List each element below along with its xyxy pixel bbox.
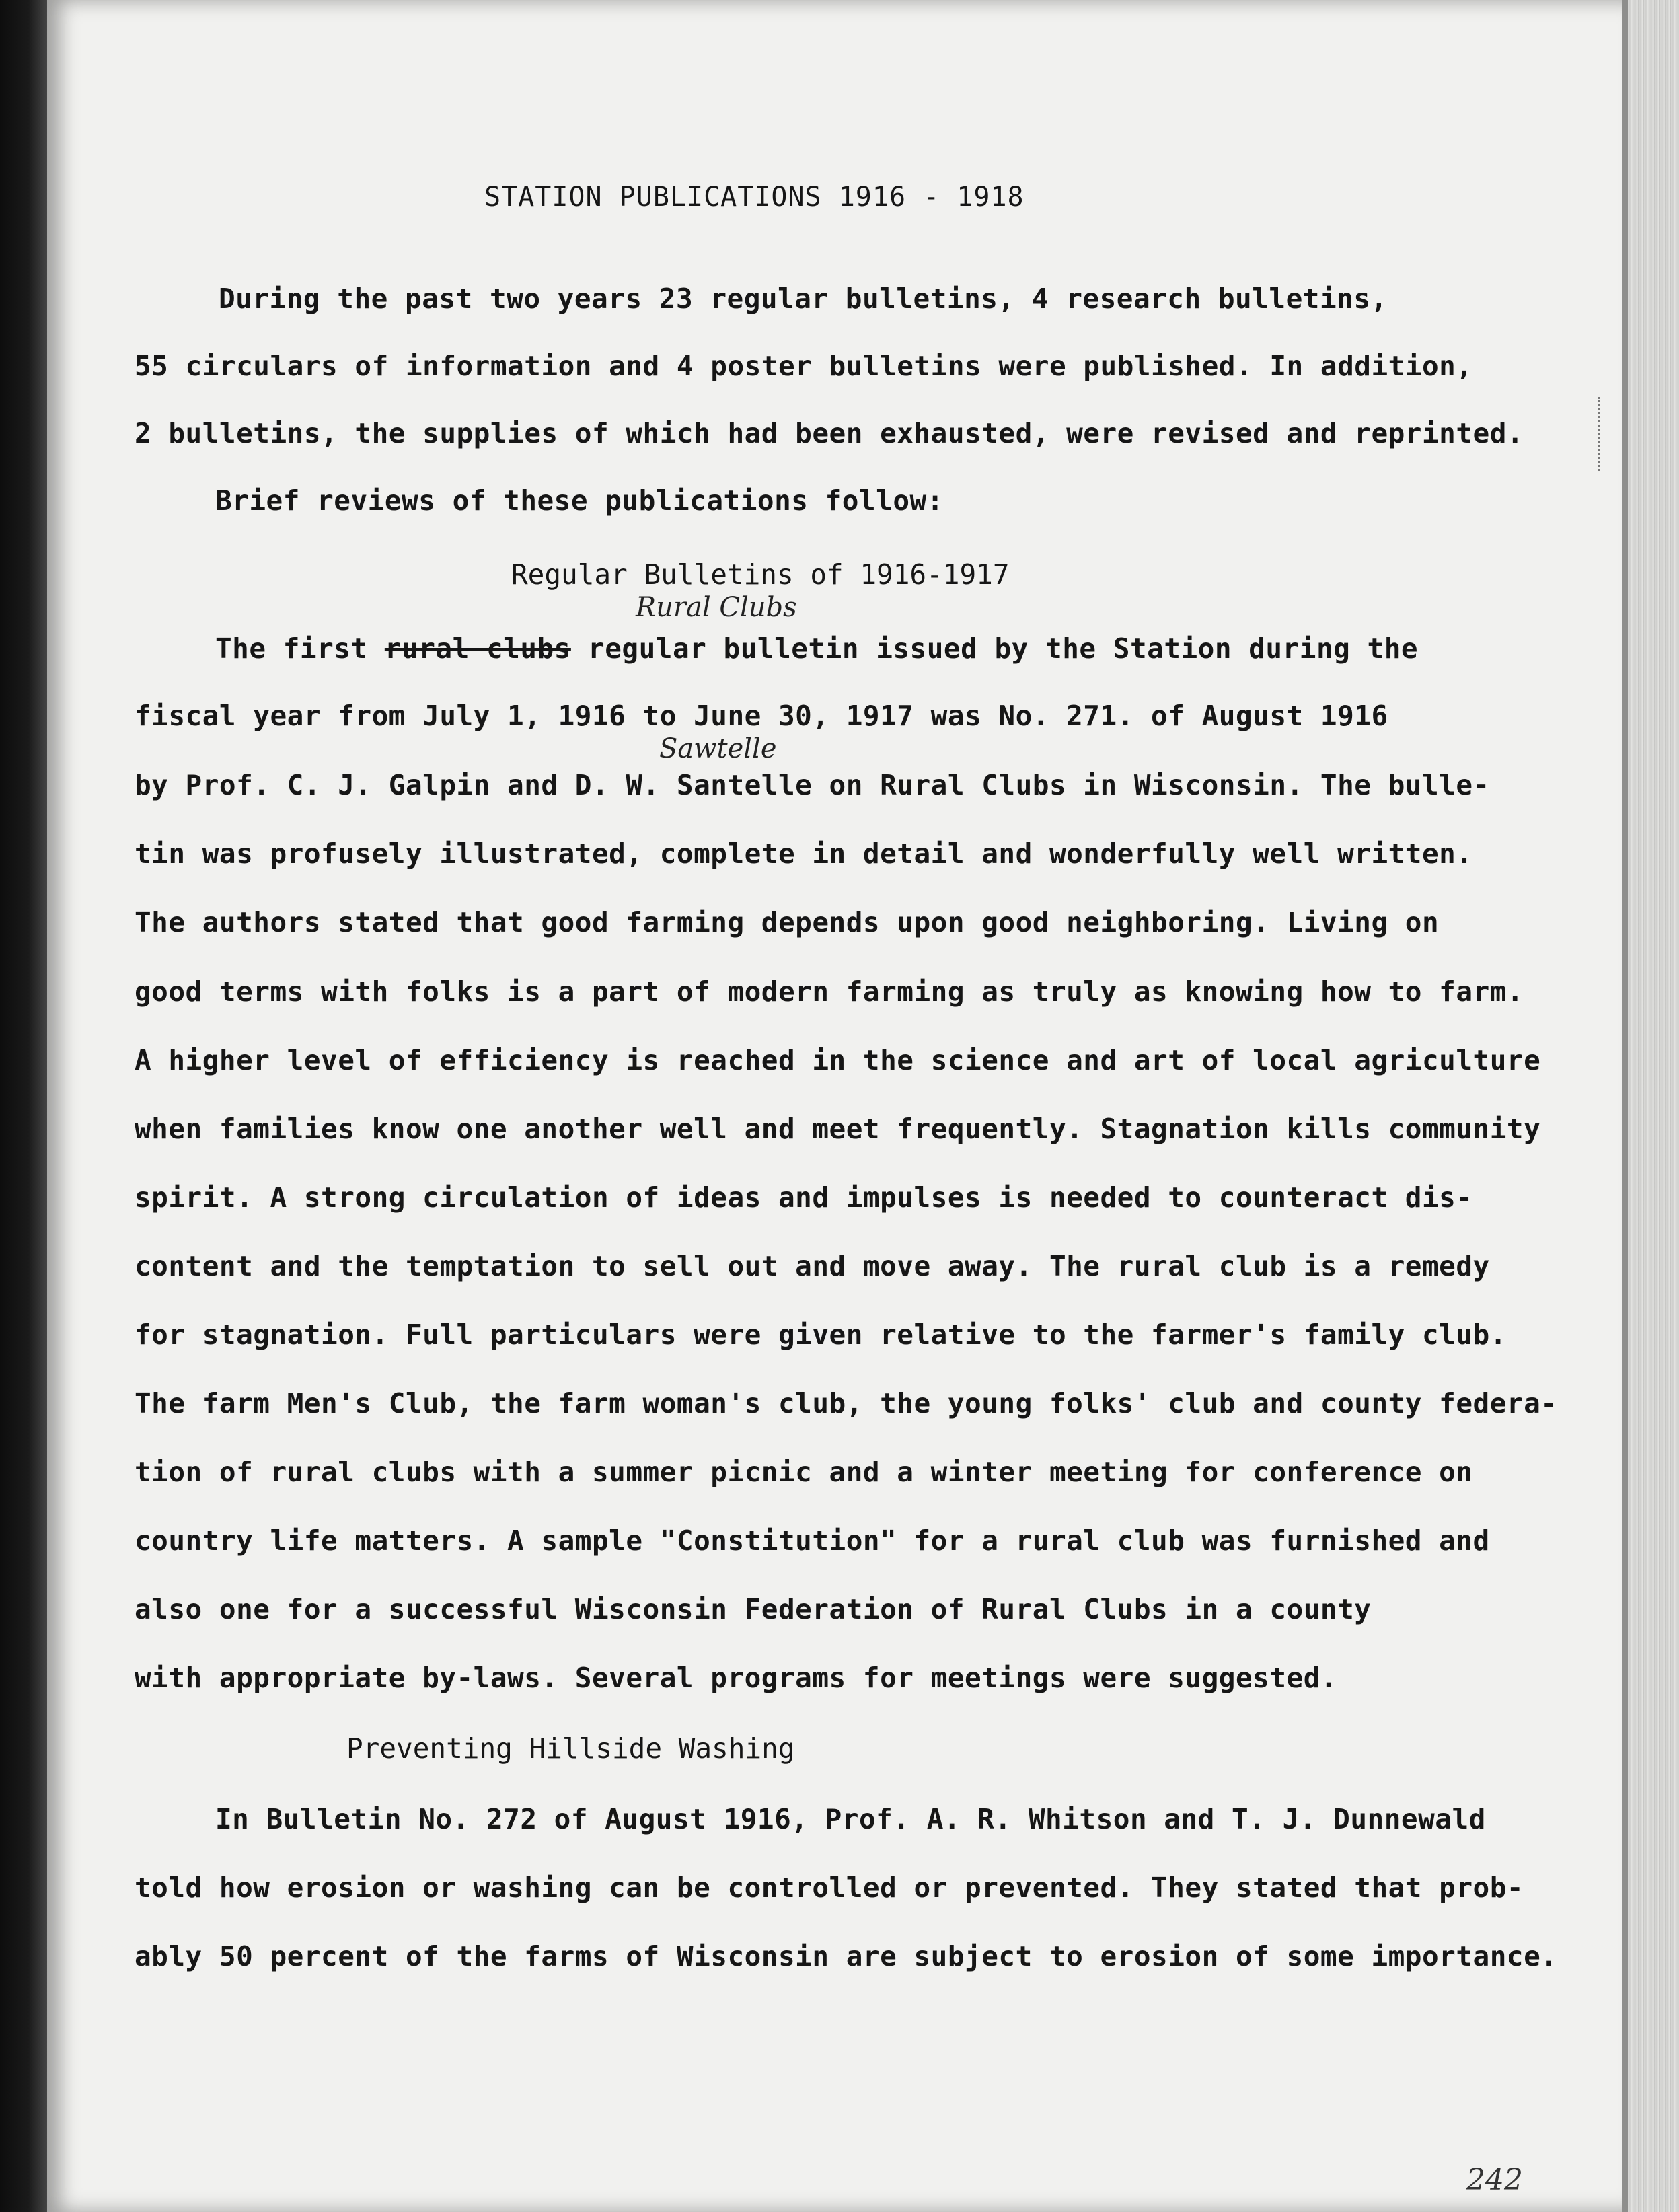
body-line: when families know one another well and meet frequently. Stagnation kills community (135, 1113, 1541, 1145)
intro-line: Brief reviews of these publications follow: (215, 484, 944, 517)
scan-left-shadow (0, 0, 47, 2212)
body-line: The farm Men's Club, the farm woman's club, the young folks' club and county federa- (135, 1387, 1558, 1420)
page-number: 242 (1466, 2163, 1523, 2197)
body-line: A higher level of efficiency is reached in the science and art of local agriculture (135, 1044, 1541, 1076)
struck-text: rural clubs (384, 632, 571, 665)
body-line: In Bulletin No. 272 of August 1916, Prof. A. R. Whitson and T. J. Dunnewald (215, 1803, 1486, 1835)
intro-line: 2 bulletins, the supplies of which had been exhausted, were revised and reprinted. (135, 417, 1524, 449)
body-line: told how erosion or washing can be controlled or prevented. They stated that prob- (135, 1872, 1524, 1904)
body-line: for stagnation. Full particulars were given relative to the farmer's family club. (135, 1319, 1507, 1351)
intro-line: During the past two years 23 regular bulletins, 4 research bulletins, (219, 283, 1388, 315)
margin-marks (1598, 397, 1609, 471)
body-line: tin was profusely illustrated, complete in detail and wonderfully well written. (135, 838, 1473, 870)
body-line: content and the temptation to sell out and move away. The rural club is a remedy (135, 1250, 1490, 1282)
body-line: also one for a successful Wisconsin Federation of Rural Clubs in a county (135, 1593, 1372, 1625)
binding-edge (1622, 0, 1628, 2212)
body-line: with appropriate by-laws. Several programs for meetings were suggested. (135, 1662, 1338, 1694)
text-run: The first (215, 632, 385, 665)
document-page (47, 0, 1628, 2212)
section-heading: Regular Bulletins of 1916-1917 (511, 558, 1010, 591)
handwritten-insert: Sawtelle (659, 733, 777, 764)
section-first-line (215, 632, 1418, 665)
body-line: by Prof. C. J. Galpin and D. W. Santelle on Rural Clubs in Wisconsin. The bulle- (135, 769, 1490, 801)
body-line: good terms with folks is a part of modern farming as truly as knowing how to farm. (135, 975, 1524, 1008)
body-line: spirit. A strong circulation of ideas and impulses is needed to counteract dis- (135, 1181, 1473, 1214)
handwritten-insert: Rural Clubs (636, 592, 797, 623)
body-line: country life matters. A sample "Constitution" for a rural club was furnished and (135, 1524, 1490, 1557)
body-line: The authors stated that good farming depends upon good neighboring. Living on (135, 906, 1440, 938)
intro-line: 55 circulars of information and 4 poster bulletins were published. In addition, (135, 350, 1473, 382)
body-line: tion of rural clubs with a summer picnic and a winter meeting for conference on (135, 1456, 1473, 1488)
body-line: ably 50 percent of the farms of Wisconsin are subject to erosion of some importance. (135, 1940, 1558, 1973)
body-line: fiscal year from July 1, 1916 to June 30, 1917 was No. 271. of August 1916 (135, 700, 1388, 732)
page-stack-edge (1628, 0, 1679, 2212)
page-title: STATION PUBLICATIONS 1916 - 1918 (484, 182, 1024, 213)
text-run: regular bulletin issued by the Station during the (570, 632, 1419, 665)
section-heading: Preventing Hillside Washing (346, 1732, 795, 1765)
